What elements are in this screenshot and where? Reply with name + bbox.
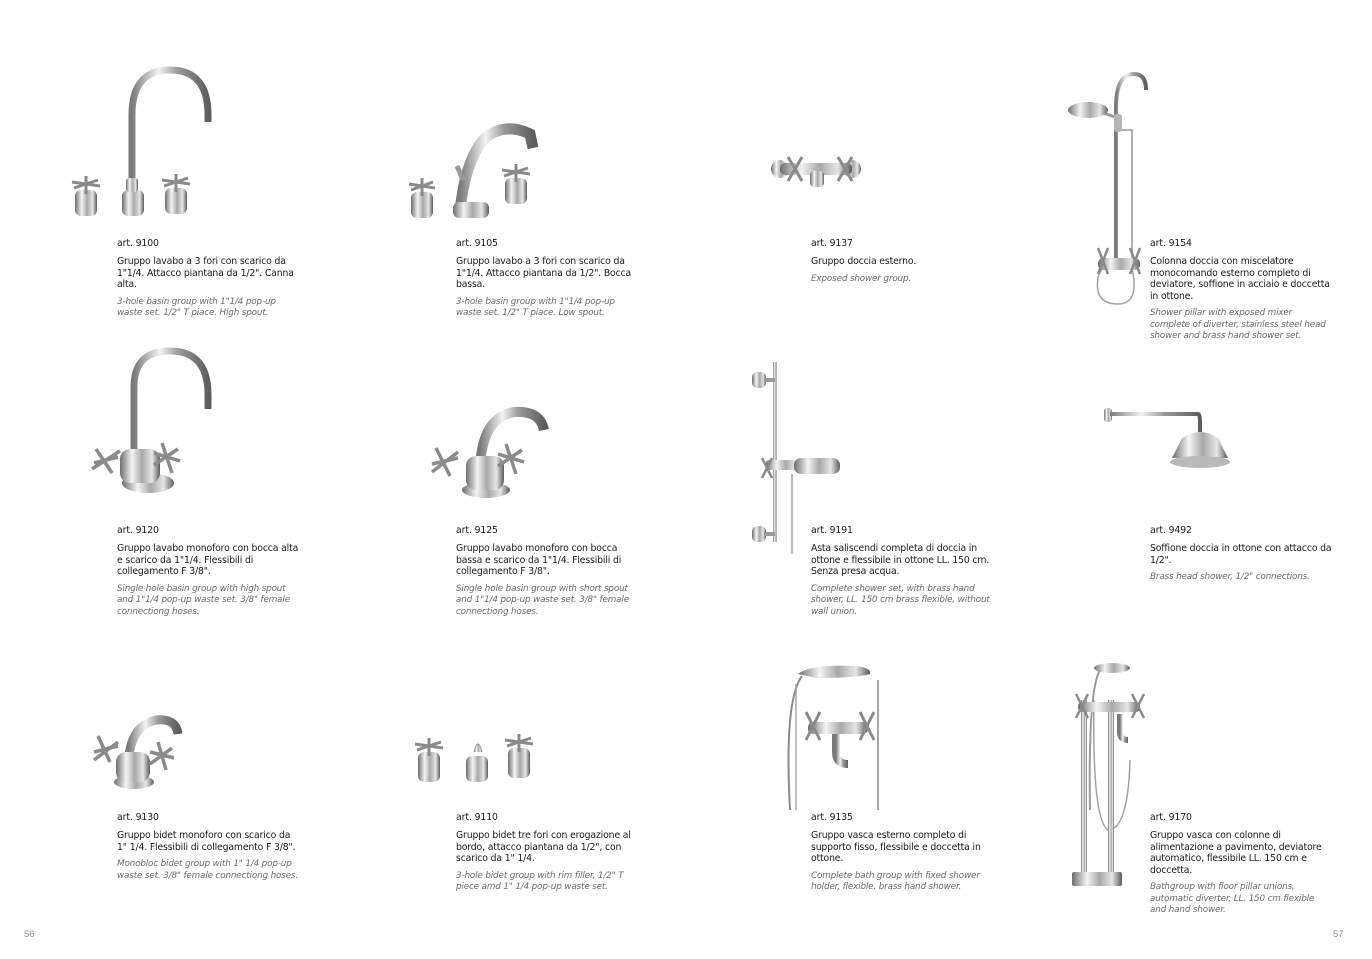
description-italian: Gruppo lavabo a 3 fori con scarico da 1"1/4. Attacco piantana da 1/2". Bocca bassa.	[456, 256, 632, 291]
product-code: art. 9105	[456, 238, 498, 249]
single-hole-basin-high-spout-icon	[90, 345, 220, 500]
description-italian: Gruppo doccia esterno.	[811, 256, 917, 267]
product-9154	[1060, 68, 1150, 310]
product-9120	[90, 345, 220, 500]
description-italian: Gruppo vasca con colonne di alimentazione a pavimento, deviatore automatico, flessibile LL. 150 cm e doccetta.	[1150, 830, 1322, 876]
product-9170-text	[1150, 812, 1332, 917]
product-9135	[780, 660, 885, 815]
product-9137-text	[811, 238, 993, 285]
product-code: art. 9191	[811, 525, 853, 536]
product-9154-text	[1150, 238, 1332, 343]
description-english: 3-hole bidet group with rim filler, 1/2" T piece amd 1" 1/4 pop-up waste set.	[456, 870, 624, 893]
product-code: art. 9130	[117, 812, 159, 823]
three-hole-basin-high-spout-icon	[60, 60, 260, 230]
description-english: Complete bath group with fixed shower holder, flexible, brass hand shower.	[811, 870, 980, 893]
exposed-shower-mixer-icon	[768, 145, 873, 195]
product-code: art. 9137	[811, 238, 853, 249]
description-italian: Colonna doccia con miscelatore monocomando esterno completo di deviatore, soffione in acciaio e doccetta in ottone.	[1150, 256, 1330, 302]
product-9110-text	[456, 812, 638, 894]
description-italian: Gruppo bidet tre fori con erogazione al bordo, attacco piantana da 1/2", con scarico da 1" 1/4.	[456, 830, 631, 865]
description-english: Shower pillar with exposed mixer complete of diverter, stainless steel head shower and brass hand shower set.	[1150, 308, 1326, 342]
three-hole-basin-low-spout-icon	[405, 120, 555, 230]
product-9110	[412, 732, 542, 787]
description-italian: Soffione doccia in ottone con attacco da 1/2".	[1150, 543, 1332, 566]
brass-head-shower-icon	[1102, 402, 1237, 472]
description-english: Single hole basin group with short spout and 1"1/4 pop-up waste set. 3/8" female connectiong hoses.	[456, 583, 629, 617]
product-code: art. 9120	[117, 525, 159, 536]
description-english: Single hole basin group with high spout and 1"1/4 pop-up waste set. 3/8" female connectiong hoses.	[117, 583, 290, 617]
description-italian: Gruppo vasca esterno completo di supporto fisso, flessibile e doccetta in ottone.	[811, 830, 981, 865]
description-english: Exposed shower group.	[811, 273, 912, 284]
product-code: art. 9492	[1150, 525, 1192, 536]
floor-standing-bath-group-icon	[1068, 660, 1148, 890]
page-number-left: 56	[24, 929, 35, 940]
product-9105	[405, 120, 555, 230]
product-code: art. 9100	[117, 238, 159, 249]
description-english: Complete shower set, with brass hand shower, LL. 150 cm brass flexible, without wall union.	[811, 583, 990, 617]
product-code: art. 9110	[456, 812, 498, 823]
description-italian: Gruppo lavabo monoforo con bocca alta e scarico da 1"1/4. Flessibili di collegamento F 3/8".	[117, 543, 299, 578]
description-italian: Gruppo lavabo monoforo con bocca bassa e scarico da 1"1/4. Flessibili di collegamento F 3/8".	[456, 543, 622, 578]
product-code: art. 9135	[811, 812, 853, 823]
product-9170	[1068, 660, 1148, 890]
shower-pillar-icon	[1060, 68, 1150, 310]
description-english: 3-hole basin group with 1"1/4 pop-up waste set. 1/2" T piace. High spout.	[117, 296, 276, 319]
product-9125	[428, 400, 553, 500]
three-hole-bidet-group-icon	[412, 732, 542, 787]
product-9130-text	[117, 812, 299, 882]
single-hole-basin-short-spout-icon	[428, 400, 553, 500]
product-9137	[768, 145, 873, 195]
product-9120-text	[117, 525, 299, 618]
product-code: art. 9170	[1150, 812, 1192, 823]
description-italian: Asta saliscendi completa di doccia in ottone e flessibile in ottone LL. 150 cm. Senza presa acqua.	[811, 543, 990, 578]
exposed-bath-group-icon	[780, 660, 885, 815]
product-9125-text	[456, 525, 638, 618]
product-9191-text	[811, 525, 993, 618]
product-9492	[1102, 402, 1237, 472]
product-9130	[90, 712, 190, 792]
product-9100-text	[117, 238, 299, 320]
product-9105-text	[456, 238, 638, 320]
page-number-right: 57	[1333, 929, 1344, 940]
monobloc-bidet-group-icon	[90, 712, 190, 792]
product-code: art. 9154	[1150, 238, 1192, 249]
description-english: Bathgroup with floor pillar unions, automatic diverter, LL. 150 cm flexible and hand shower.	[1150, 882, 1315, 916]
product-9100	[60, 60, 260, 230]
description-english: Monobloc bidet group with 1" 1/4 pop-up waste set. 3/8" female connectiong hoses.	[117, 859, 299, 881]
description-italian: Gruppo lavabo a 3 fori con scarico da 1"1/4. Attacco piantana da 1/2". Canna alta.	[117, 256, 294, 291]
product-code: art. 9125	[456, 525, 498, 536]
description-italian: Gruppo bidet monoforo con scarico da 1" 1/4. Flessibili di collegamento F 3/8".	[117, 830, 296, 853]
description-english: 3-hole basin group with 1"1/4 pop-up waste set. 1/2" T piace. Low spout.	[456, 296, 615, 319]
description-english: Brass head shower, 1/2" connections.	[1150, 572, 1310, 583]
product-9135-text	[811, 812, 993, 894]
product-9492-text	[1150, 525, 1332, 584]
